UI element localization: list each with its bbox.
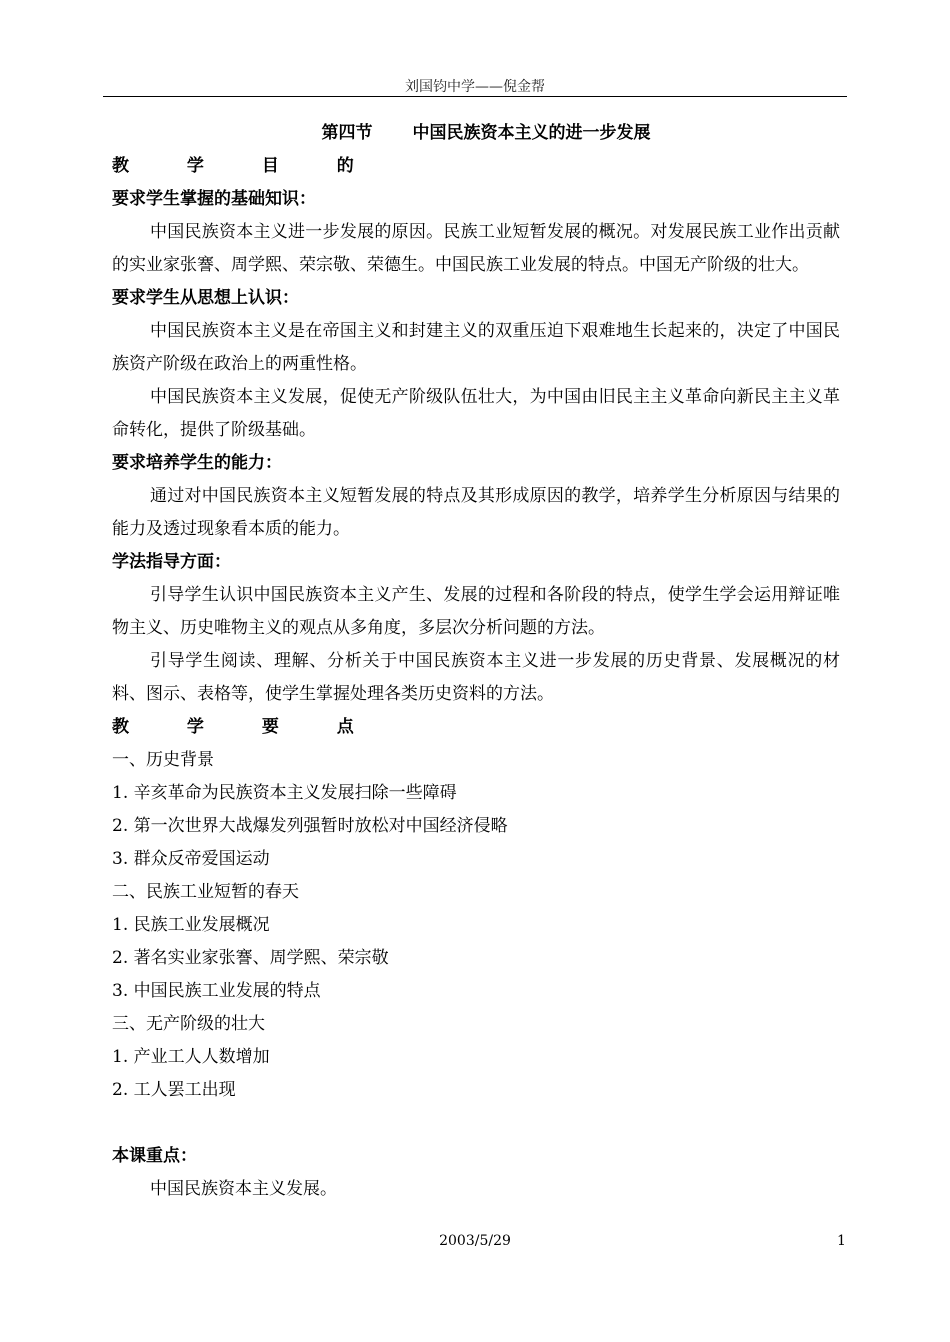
list-item: 3. 群众反帝爱国运动 [112,849,270,869]
knowledge-paragraph: 中国民族资本主义进一步发展的原因。民族工业短暂发展的概况。对发展民族工业作出贡献的实业家张謇、周学熙、荣宗敬、荣德生。中国民族工业发展的特点。中国无产阶级的壮大。 [112,222,840,275]
document-body [112,117,840,1206]
teaching-points-heading: 教 学 要 点 [112,717,380,737]
method-paragraph-2: 引导学生阅读、理解、分析关于中国民族资本主义进一步发展的历史背景、发展概况的材料、图示、表格等，使学生掌握处理各类历史资料的方法。 [112,651,840,704]
thought-heading: 要求学生从思想上认识： [112,288,299,308]
list-item: 1. 辛亥革命为民族资本主义发展扫除一些障碍 [112,783,457,803]
list-item: 2. 第一次世界大战爆发列强暂时放松对中国经济侵略 [112,816,508,836]
teaching-goals-heading: 教 学 目 的 [112,156,380,176]
method-paragraph-1: 引导学生认识中国民族资本主义产生、发展的过程和各阶段的特点，使学生学会运用辩证唯物主义、历史唯物主义的观点从多角度，多层次分析问题的方法。 [112,585,840,638]
footer-date: 2003/5/29 [439,1233,511,1249]
blank-line [112,1107,840,1140]
list-item: 3. 中国民族工业发展的特点 [112,981,321,1001]
section-name: 中国民族资本主义的进一步发展 [412,123,651,143]
lesson-title [112,117,840,150]
list-item: 1. 产业工人人数增加 [112,1047,270,1067]
knowledge-heading: 要求学生掌握的基础知识： [112,189,316,209]
list-item: 二、民族工业短暂的春天 [112,882,299,902]
ability-paragraph: 通过对中国民族资本主义短暂发展的特点及其形成原因的教学，培养学生分析原因与结果的能力及透过现象看本质的能力。 [112,486,840,539]
header-rule [103,96,847,97]
key-point-heading: 本课重点： [112,1146,197,1166]
thought-paragraph-2: 中国民族资本主义发展，促使无产阶级队伍壮大，为中国由旧民主主义革命向新民主主义革命转化，提供了阶级基础。 [112,387,840,440]
list-item: 一、历史背景 [112,750,214,770]
list-item: 2. 著名实业家张謇、周学熙、荣宗敬 [112,948,389,968]
thought-paragraph-1: 中国民族资本主义是在帝国主义和封建主义的双重压迫下艰难地生长起来的，决定了中国民族资产阶级在政治上的两重性格。 [112,321,840,374]
list-item: 2. 工人罢工出现 [112,1080,236,1100]
list-item: 三、无产阶级的壮大 [112,1014,265,1034]
method-heading: 学法指导方面： [112,552,231,572]
page-header: 刘国钧中学——倪金帮 [405,79,545,95]
section-number: 第四节 [321,123,373,143]
list-item: 1. 民族工业发展概况 [112,915,270,935]
ability-heading: 要求培养学生的能力： [112,453,282,473]
key-point-text: 中国民族资本主义发展。 [150,1179,337,1199]
page-number: 1 [837,1233,846,1249]
